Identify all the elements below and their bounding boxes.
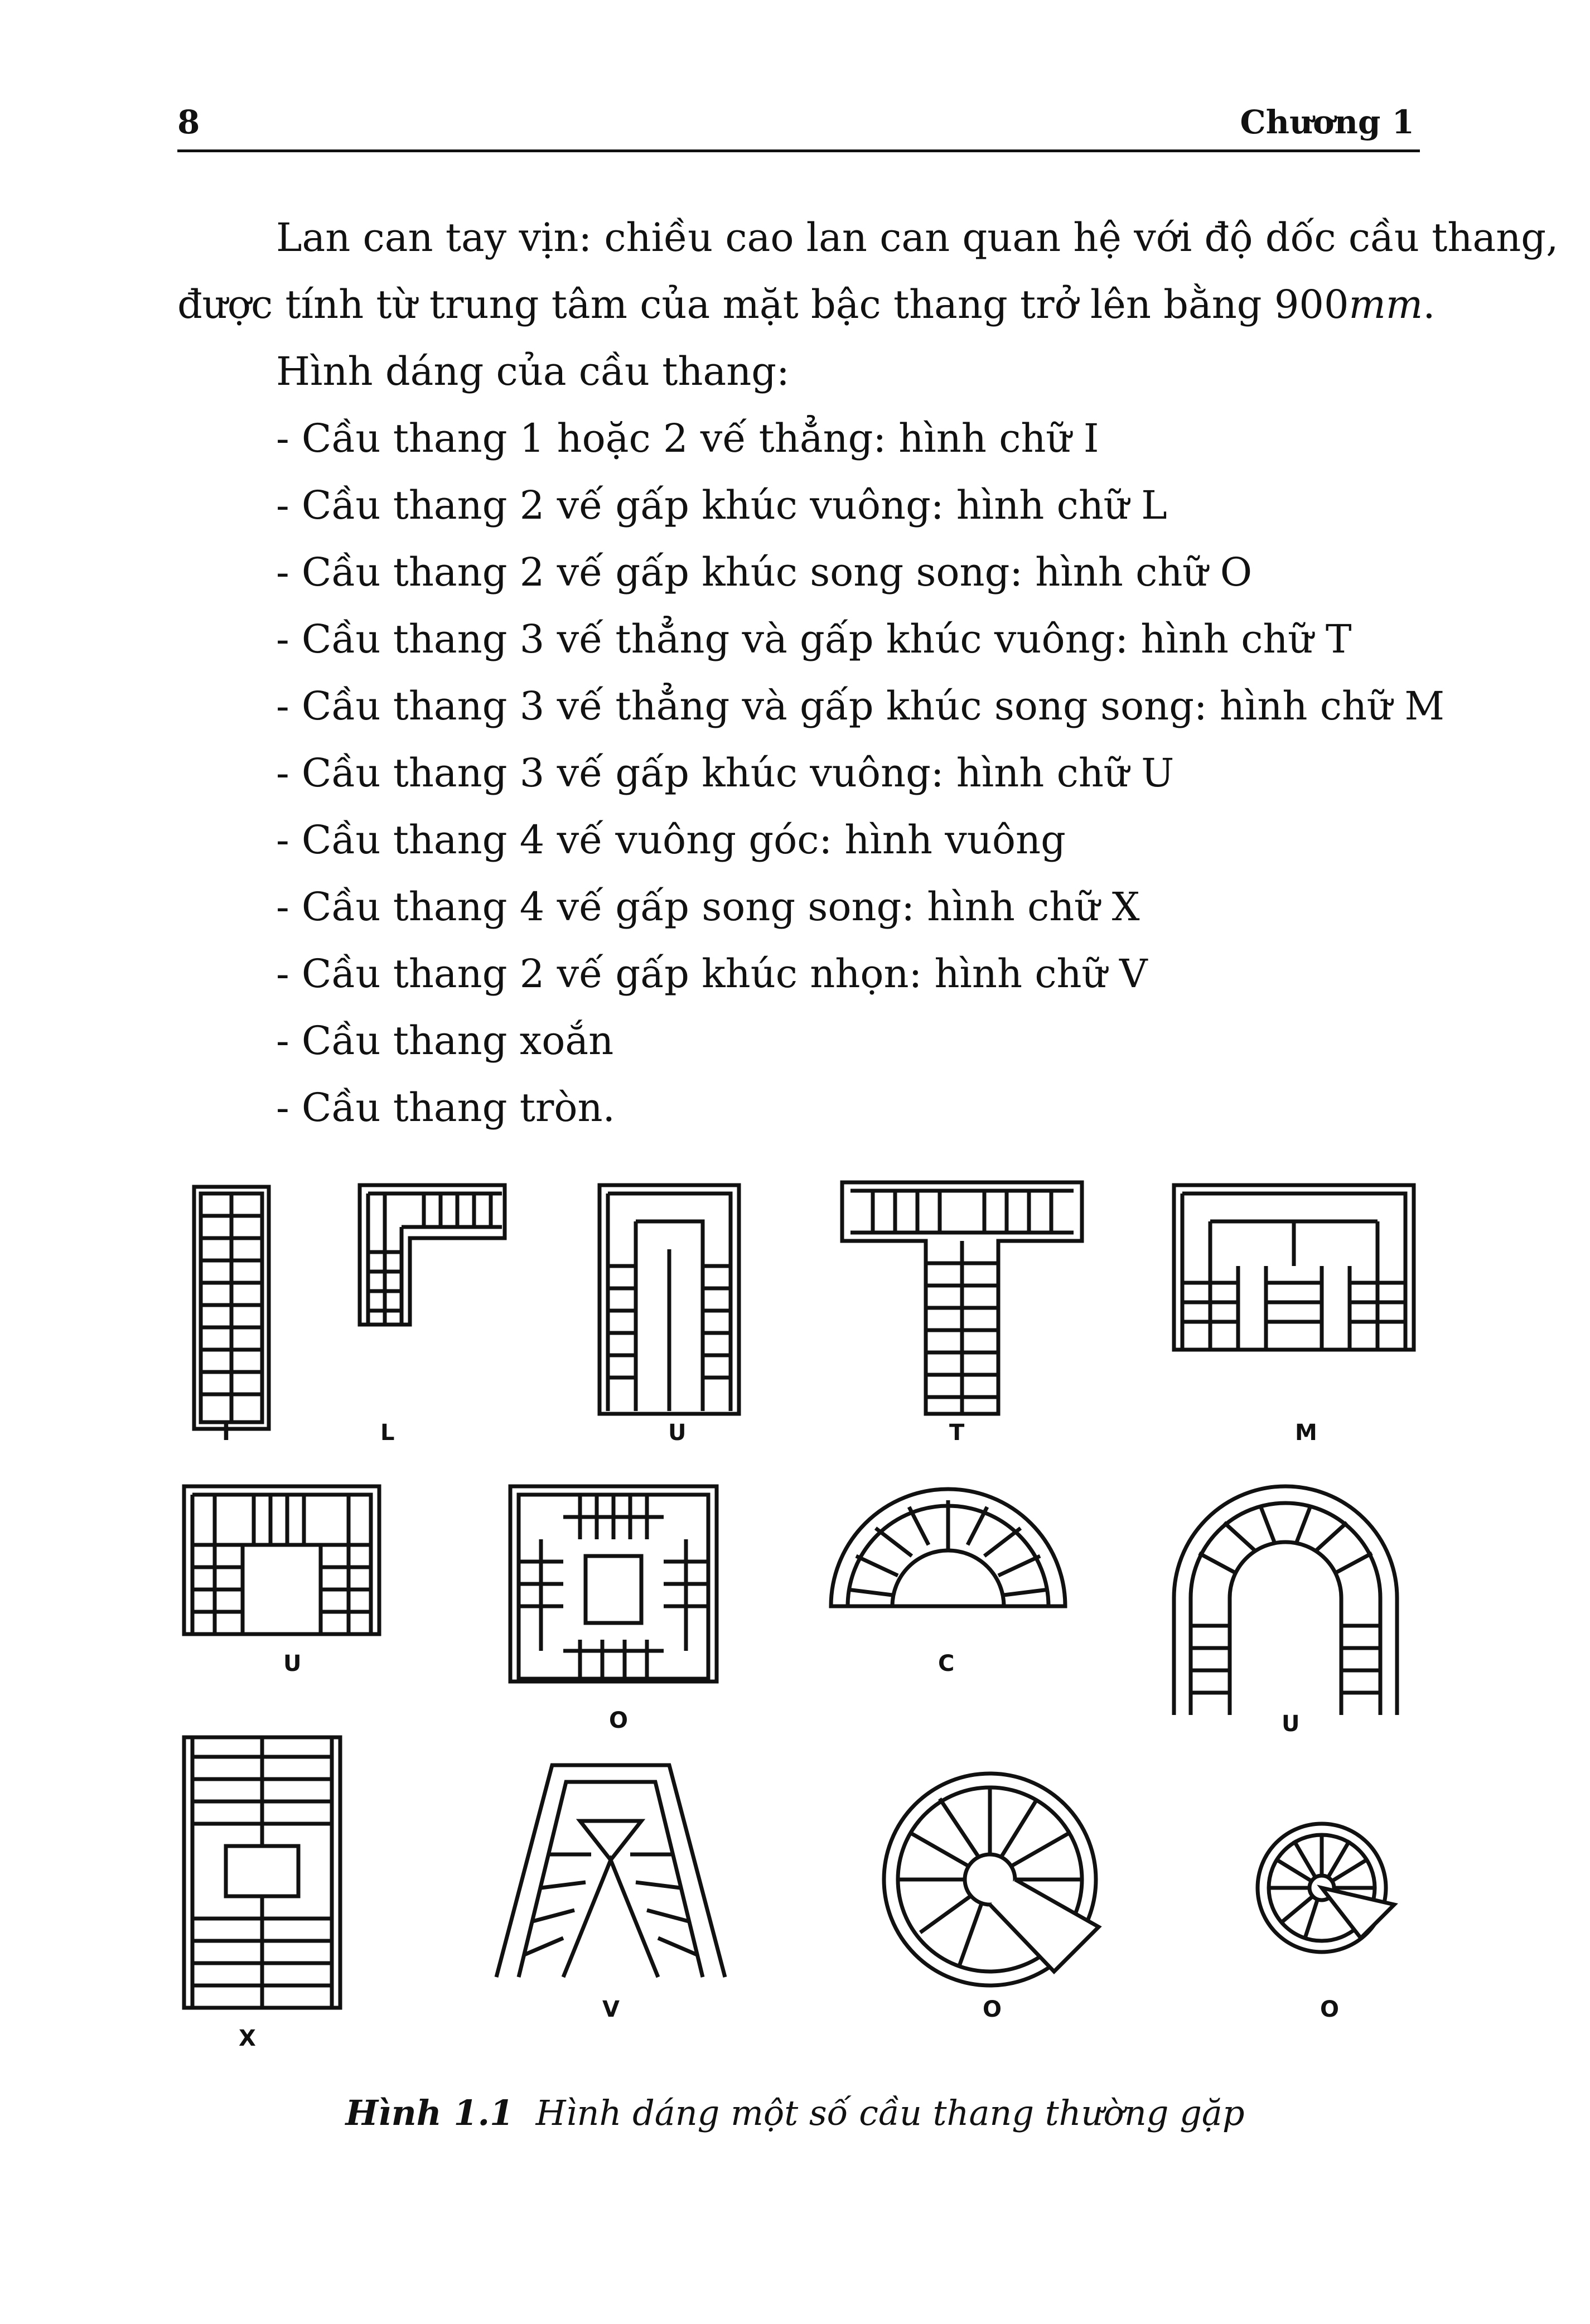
stair-diagram-v bbox=[491, 1760, 731, 1983]
list-item: - Cầu thang 2 vế gấp khúc song song: hình chữ O bbox=[276, 549, 1253, 595]
list-item: - Cầu thang 3 vế thẳng và gấp khúc song song: hình chữ M bbox=[276, 683, 1445, 729]
page-number: 8 bbox=[177, 103, 200, 141]
list-item: - Cầu thang 3 vế gấp khúc vuông: hình chữ U bbox=[276, 750, 1175, 796]
paragraph-line-1: Lan can tay vịn: chiều cao lan can quan hệ với độ dốc cầu thang, bbox=[276, 215, 1559, 260]
stair-diagram-o-spiral-large bbox=[876, 1765, 1110, 1994]
figure-label-l: L bbox=[380, 1420, 395, 1446]
figure-label-u-1: U bbox=[668, 1420, 687, 1446]
header-rule bbox=[177, 149, 1420, 152]
caption-number: Hình 1.1 bbox=[345, 2093, 514, 2133]
stair-diagram-t bbox=[839, 1180, 1085, 1417]
list-item: - Cầu thang 1 hoặc 2 vế thẳng: hình chữ I bbox=[276, 415, 1099, 461]
chapter-title: Chương 1 bbox=[1240, 103, 1414, 141]
list-item: - Cầu thang 2 vế gấp khúc vuông: hình chữ L bbox=[276, 482, 1167, 528]
page-header bbox=[0, 0, 1590, 156]
stair-diagram-o-spiral-small bbox=[1249, 1815, 1400, 1960]
paragraph-line-2: được tính từ trung tâm của mặt bậc thang trở lên bằng 900mm. bbox=[177, 282, 1436, 327]
stair-diagram-i bbox=[190, 1182, 273, 1433]
figure-label-u-3: U bbox=[1282, 1711, 1300, 1737]
shapes-intro: Hình dáng của cầu thang: bbox=[276, 349, 790, 394]
list-item: - Cầu thang 2 vế gấp khúc nhọn: hình chữ V bbox=[276, 951, 1148, 997]
figure-label-o-1: O bbox=[609, 1708, 629, 1733]
figure-label-o-2: O bbox=[983, 1997, 1002, 2022]
figure-label-x: X bbox=[239, 2026, 256, 2051]
stair-diagram-u-1 bbox=[597, 1182, 742, 1417]
stair-diagram-l bbox=[357, 1182, 508, 1330]
list-item: - Cầu thang 3 vế thẳng và gấp khúc vuông: hình chữ T bbox=[276, 616, 1352, 662]
list-item: - Cầu thang 4 vế gấp song song: hình chữ X bbox=[276, 884, 1140, 930]
stair-diagram-u-2 bbox=[181, 1484, 382, 1637]
figure-label-i: I bbox=[222, 1420, 230, 1446]
stair-diagram-o-square bbox=[508, 1484, 719, 1684]
caption-text: Hình dáng một số cầu thang thường gặp bbox=[535, 2093, 1245, 2133]
figure-label-u-2: U bbox=[283, 1651, 302, 1676]
list-item: - Cầu thang xoắn bbox=[276, 1018, 614, 1064]
stair-diagram-u-curved bbox=[1168, 1481, 1403, 1718]
figure-label-o-3: O bbox=[1320, 1997, 1340, 2022]
figure-label-c: C bbox=[938, 1651, 955, 1676]
figure-label-v: V bbox=[602, 1997, 620, 2022]
stair-diagram-c bbox=[825, 1478, 1071, 1612]
list-item: - Cầu thang 4 vế vuông góc: hình vuông bbox=[276, 817, 1066, 863]
stair-diagram-m bbox=[1171, 1182, 1417, 1352]
stair-diagram-x bbox=[181, 1734, 343, 2011]
figure-caption bbox=[0, 2093, 1590, 2133]
figure-label-m: M bbox=[1295, 1420, 1317, 1446]
figure-label-t: T bbox=[949, 1420, 965, 1446]
list-item: - Cầu thang tròn. bbox=[276, 1085, 615, 1130]
